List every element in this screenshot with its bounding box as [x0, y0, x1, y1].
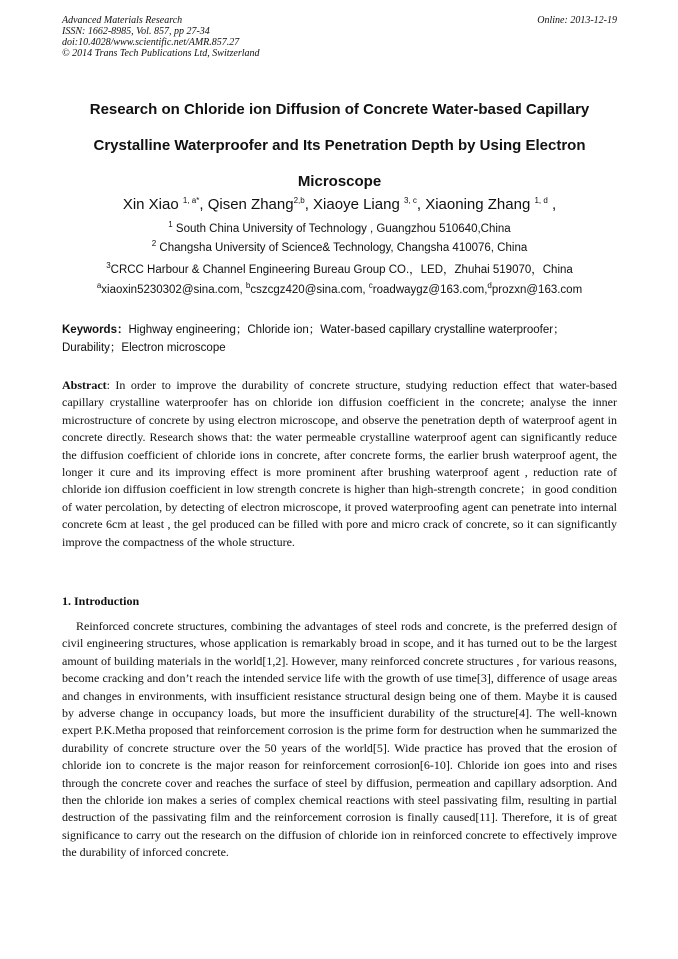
abstract-text: : In order to improve the durability of concrete structure, studying reduction effect that water-based capillary crystalline waterproofer has on chloride ion diffusion coefficient in the concrete; analyse the inner microstructure of concrete by using electron microscope, and observe the penetration depth of waterproof agent in concrete directly. Research shows that: the water permeable crystalline waterproof agent can significantly reduce the diffusion coefficient of chloride ions in concrete, after concrete forms, the earlier brush waterproof agent, the longer it cure and its improving effect is more prominent after brushing waterproof agent , reduction rate of chloride ion diffusion coefficient in low strength concrete is higher than high-strength concrete；in good condition of water percolation, by detecting of electron microscope, it proved waterproofing agent can penetrate into internal concrete 6cm at least , the gel produced can be filled with pore and micro crack of concrete, so it can significantly improve the compactness of the whole structure. [62, 378, 617, 549]
abstract [62, 377, 617, 551]
affiliation-text: Changsha University of Science& Technology, Changsha 410076, China [159, 242, 528, 254]
author-sup: 3, c [403, 196, 417, 205]
author-list: Xin Xiao $^{1, a*}$, Qisen Zhang$^{2,b}$, Xiaoye Liang $^{3, c}$, Xiaoning Zhang $^{1, d}$ , [122, 196, 557, 213]
abstract-label: Abstract [62, 378, 107, 392]
email-sup: b [245, 281, 251, 291]
paper-title: Research on Chloride ion Diffusion of Concrete Water-based Capillary Crystalline Waterproofer and Its Penetration Depth by Using Electron Microscope [89, 101, 590, 190]
affiliation-sup: 1 [168, 220, 173, 230]
introduction-paragraph: Reinforced concrete structures, combining the advantages of steel rods and concrete, is the preferred design of civil engineering structures, whose application is remarkably broad in scope, and it has turned out to be the largest amount of building materials in the world[1,2]. However, many reinforced concrete structures , for various reasons, become cracking and don’t reach the intended service life with the growth of use time[3], difference of usage areas and changes in environments, with insufficient resistance structural design being one of them. Maybe it is caused by adverse change in occupancy loads, but more the insufficient durability of the structure[4]. The well-known expert P.K.Metha proposed that reinforcement corrosion is the prime form for destruction when he summarized the durability of concrete structure over the 50 years of the world[5]. Wide practice has proved that the erosion of chloride ion to concrete is the major reason for reinforcement corrosion[6-10]. Chloride ion goes into and rises through the concrete cover and reaches the surface of steel by diffusion, permeation and capillary adsorption. And then the chloride ion makes a series of complex chemical reactions with steel passivating film, resulting in partial destruction of the passivating film and the reinforcement corrosion is finally caused[11]. Therefore, it is of great significance to carry out the research on the diffusion of chloride ion in reinforced concrete to effectively improve the durability of inforced concrete. [62, 619, 617, 860]
author-sup: 1, d [534, 196, 548, 205]
keywords [62, 322, 617, 357]
email-sup: a [96, 281, 102, 291]
running-header [62, 15, 617, 59]
email-address: roadwaygz@163.com [372, 284, 485, 296]
online-date: Online: 2013-12-19 [537, 15, 617, 26]
affiliation-sup: 2 [151, 239, 157, 249]
affiliation-1 [62, 220, 617, 235]
section-heading-introduction: 1. Introduction [62, 594, 140, 608]
email-sup: c [368, 281, 373, 291]
email-address: prozxn@163.com [491, 284, 583, 296]
doi-line: doi:10.4028/www.scientific.net/AMR.857.27 [62, 37, 240, 48]
email-address: cszcgz420@sina.com [250, 284, 363, 296]
author-name: Qisen Zhang [207, 196, 294, 213]
affiliation-text: South China University of Technology , Guangzhou 510640,China [175, 223, 511, 235]
author-name: Xiaoye Liang [313, 196, 400, 213]
copyright-line: © 2014 Trans Tech Publications Ltd, Switzerland [62, 48, 260, 59]
affiliation-2 [62, 239, 617, 254]
keywords-text: Highway engineering；Chloride ion；Water-based capillary crystalline waterproofer；Durability；Electron microscope [62, 324, 565, 354]
author-sup: 1, a* [182, 196, 200, 205]
author-sup: 2,b [293, 196, 305, 205]
author-name: Xin Xiao [122, 196, 179, 213]
email-sup: d [487, 281, 492, 291]
affiliation-text: CRCC Harbour & Channel Engineering Bureau Group CO.，LED，Zhuhai 519070，China [110, 264, 573, 276]
affiliation-sup: 3 [106, 261, 111, 271]
email-list: $^a$xiaoxin5230302@sina.com, $^b$cszcgz420@sina.com, $^c$roadwaygz@163.com,$^d$prozxn@163.com [96, 281, 583, 296]
journal-name: Advanced Materials Research [62, 15, 183, 26]
issn-line: ISSN: 1662-8985, Vol. 857, pp 27-34 [62, 26, 210, 37]
keywords-label: Keywords： [62, 324, 129, 336]
affiliation-3 [62, 261, 617, 277]
email-address: xiaoxin5230302@sina.com [101, 284, 240, 296]
author-name: Xiaoning Zhang [425, 196, 531, 213]
